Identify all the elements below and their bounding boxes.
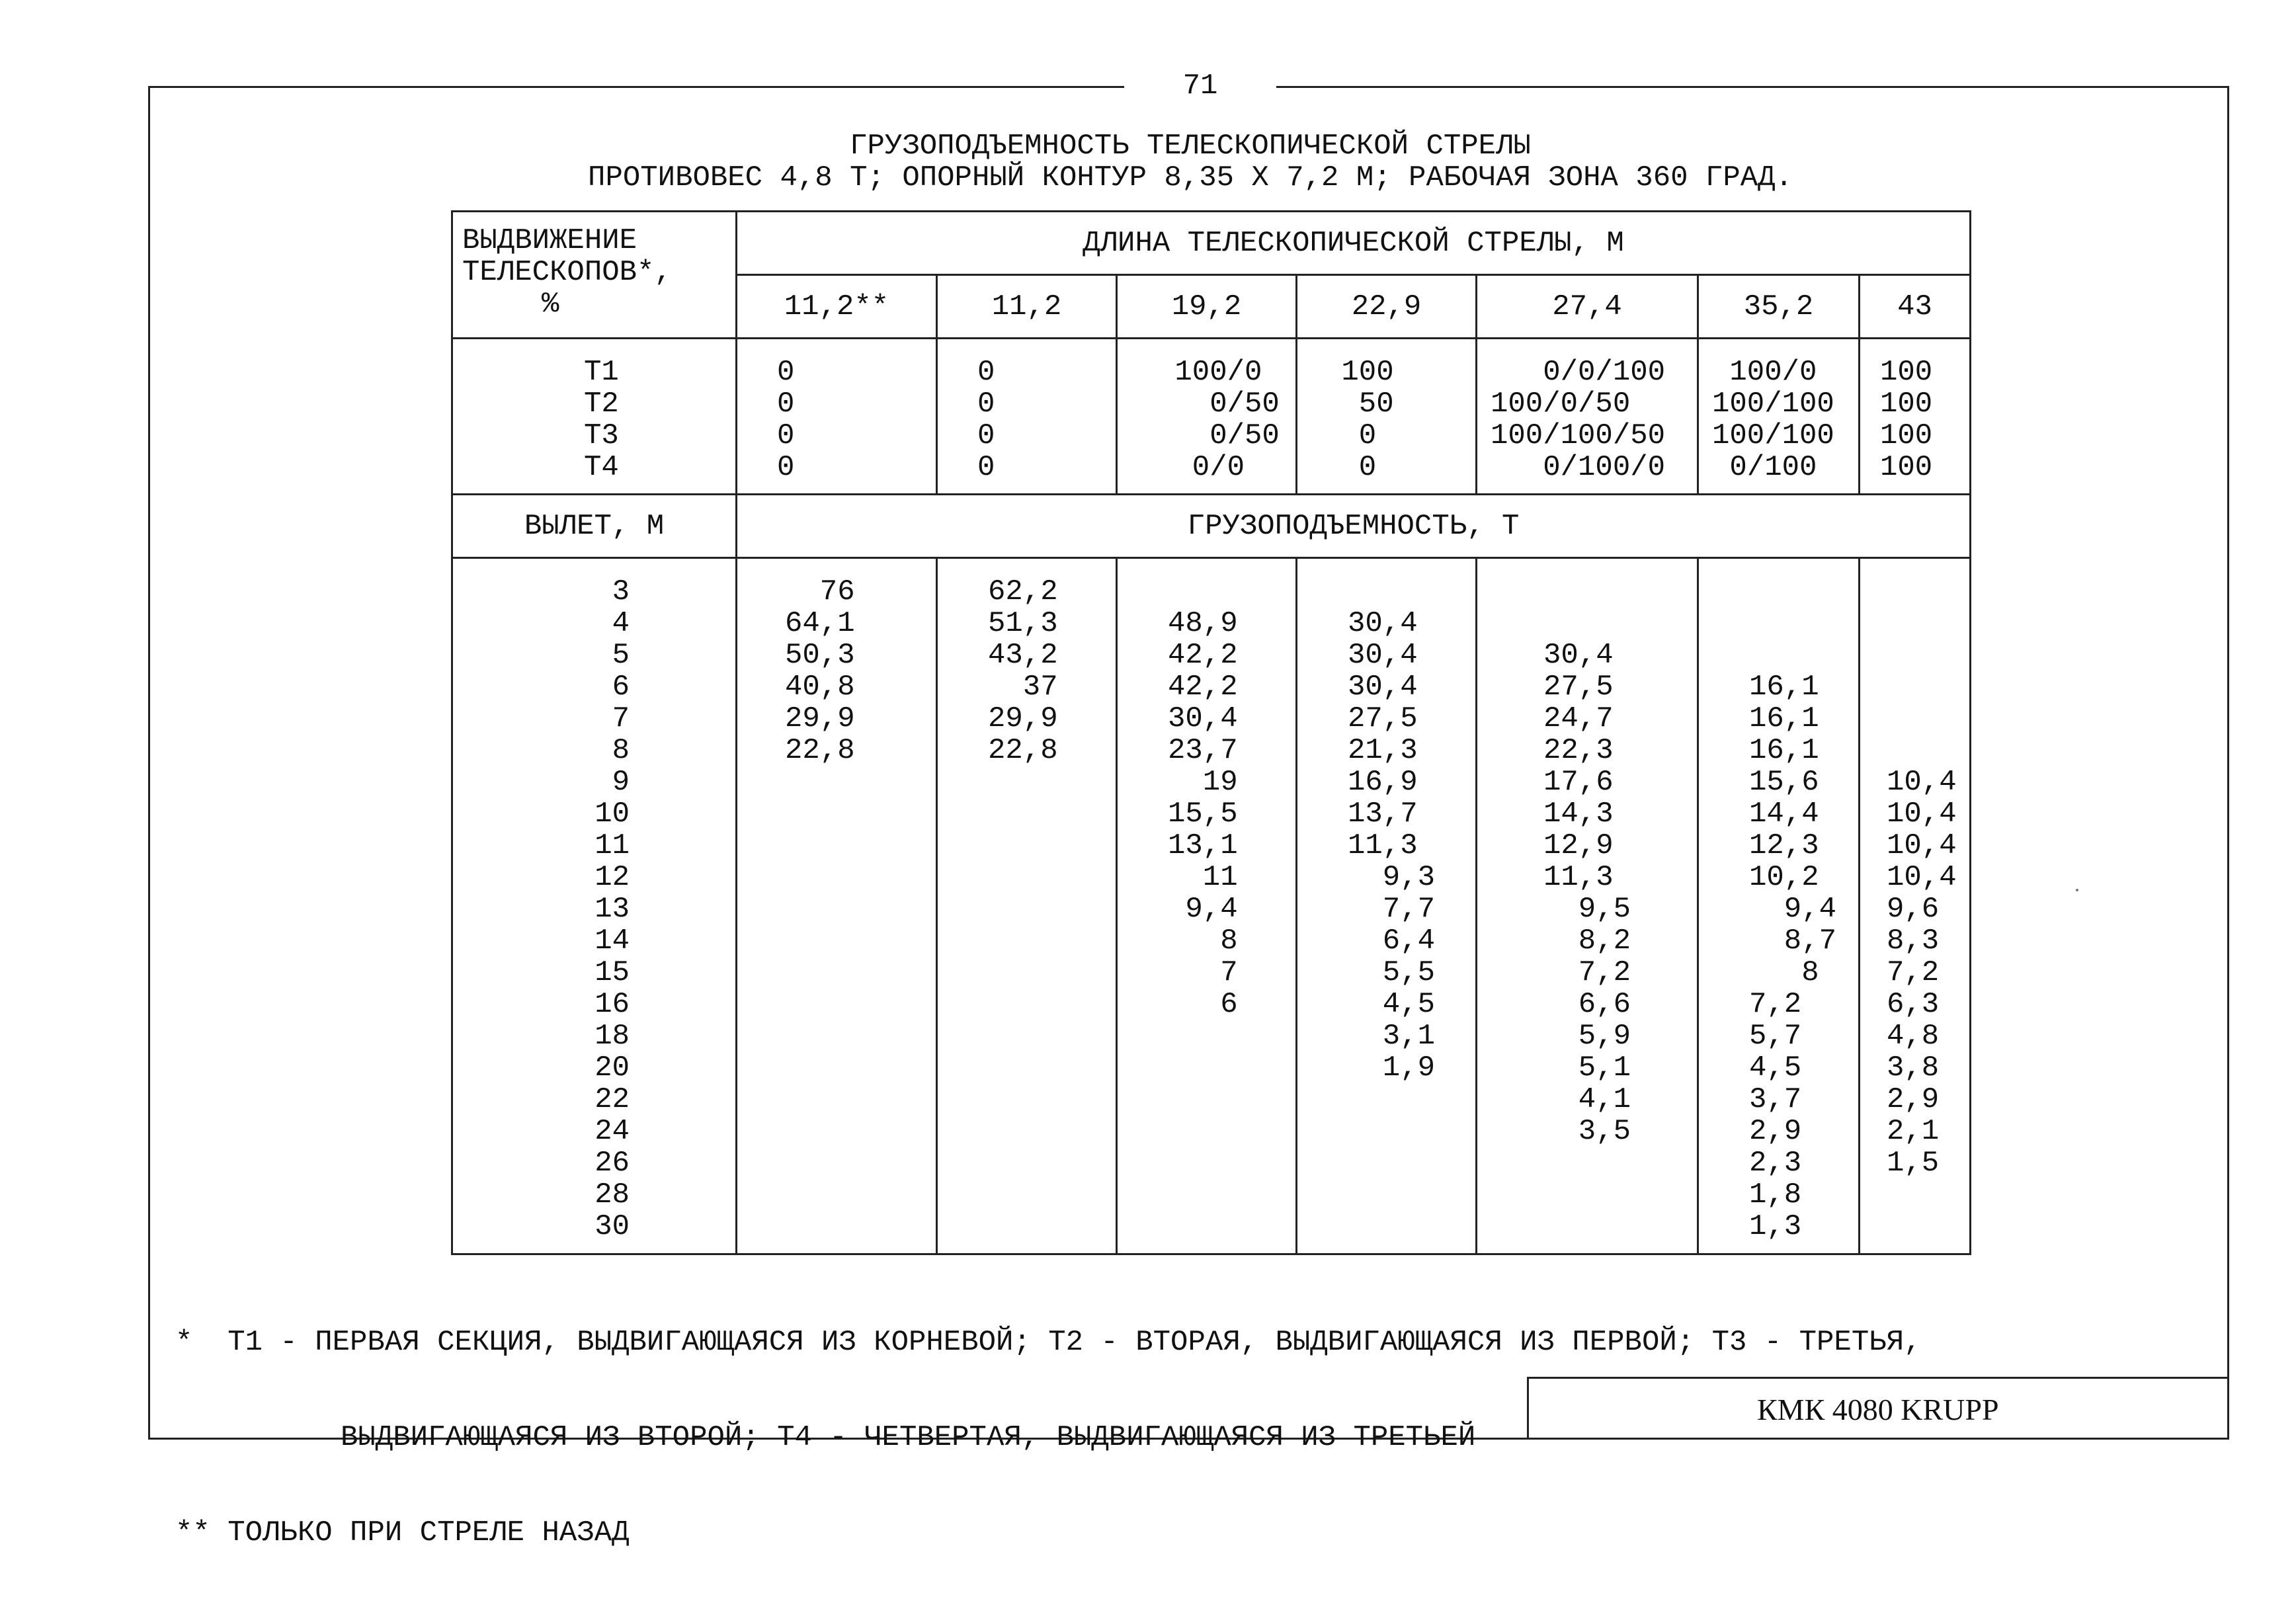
extension-value: 0: [1324, 451, 1377, 484]
capacity-value: 10,2: [1749, 861, 1819, 894]
capacity-value: 50,3: [785, 639, 855, 672]
capacity-value: 11: [1168, 861, 1238, 894]
capacity-value: 19: [1168, 766, 1238, 799]
capacity-value: 16,1: [1749, 671, 1819, 704]
extension-value: 100: [1880, 356, 1933, 389]
capacity-value: 7,7: [1348, 893, 1436, 926]
table-subtitle: ПРОТИВОВЕС 4,8 Т; ОПОРНЫЙ КОНТУР 8,35 Х 7,2 М; РАБОЧАЯ ЗОНА 360 ГРАД.: [588, 161, 1793, 194]
extension-value: 0: [1324, 419, 1377, 452]
capacity-value: 29,9: [988, 702, 1058, 735]
capacity-value: [1749, 639, 1858, 671]
footnote-boom-back: ** ТОЛЬКО ПРИ СТРЕЛЕ НАЗАД: [175, 1516, 630, 1549]
capacity-value: [1348, 576, 1475, 608]
boom-length-header: ДЛИНА ТЕЛЕСКОПИЧЕСКОЙ СТРЕЛЫ, М: [737, 212, 1971, 275]
capacity-value: 24,7: [1543, 702, 1614, 735]
capacity-value: 3,1: [1348, 1020, 1436, 1053]
capacity-value: 4,5: [1348, 988, 1436, 1021]
extension-value: 0: [977, 356, 995, 389]
radius-value: 16: [594, 988, 630, 1021]
capacity-value: 7,2: [1749, 988, 1802, 1021]
radius-value: 9: [612, 766, 630, 799]
radius-value: 20: [594, 1051, 630, 1085]
capacity-col-2: [1117, 558, 1297, 1254]
capacity-col-3: [1297, 558, 1477, 1254]
capacity-col-5: [1698, 558, 1860, 1254]
capacity-value: 17,6: [1543, 766, 1614, 799]
boom-length-3: 22,9: [1297, 275, 1477, 339]
capacity-value: 16,9: [1348, 766, 1418, 799]
extension-col-0: [737, 339, 937, 495]
scan-speck: [2076, 889, 2078, 891]
radius-value: 6: [612, 671, 630, 704]
capacity-value: 48,9: [1168, 607, 1238, 640]
capacity-value: [1749, 608, 1858, 639]
capacity-value: [1887, 703, 1969, 735]
capacity-value: 2,9: [1887, 1083, 1940, 1116]
radius-value: 8: [612, 734, 630, 767]
capacity-value: 27,5: [1348, 702, 1418, 735]
capacity-value: 9,3: [1348, 861, 1436, 894]
table-title: ГРУЗОПОДЪЕМНОСТЬ ТЕЛЕСКОПИЧЕСКОЙ СТРЕЛЫ: [850, 130, 1531, 163]
capacity-value: 3,7: [1749, 1083, 1802, 1116]
extension-col-1: [937, 339, 1117, 495]
extension-value: 100/100: [1712, 419, 1834, 452]
capacity-value: 1,5: [1887, 1147, 1940, 1180]
capacity-value: 8,3: [1887, 924, 1940, 958]
capacity-value: 30,4: [1348, 639, 1418, 672]
capacity-value: 42,2: [1168, 639, 1238, 672]
extension-value: 0/0/100: [1491, 356, 1666, 389]
radius-header: ВЫЛЕТ, М: [452, 495, 737, 558]
extension-value: 100/0/50: [1491, 388, 1631, 421]
capacity-value: 7: [1168, 956, 1238, 989]
boom-length-0: 11,2**: [737, 275, 937, 339]
extension-value: 0: [777, 419, 795, 452]
capacity-value: 1,3: [1749, 1210, 1802, 1243]
boom-length-6: 43: [1860, 275, 1971, 339]
extension-value: 100: [1880, 419, 1933, 452]
capacity-col-6: [1860, 558, 1971, 1254]
radius-values: [452, 558, 737, 1254]
capacity-value: 5,5: [1348, 956, 1436, 989]
radius-value: 24: [594, 1115, 630, 1148]
capacity-value: 12,9: [1543, 829, 1614, 862]
capacity-value: 76: [785, 575, 855, 608]
capacity-value: 30,4: [1348, 607, 1418, 640]
radius-value: 15: [594, 956, 630, 989]
radius-value: 28: [594, 1178, 630, 1211]
extension-value: 0/50: [1157, 419, 1280, 452]
radius-value: 5: [612, 639, 630, 672]
capacity-value: [1749, 576, 1858, 608]
capacity-value: 10,4: [1887, 829, 1957, 862]
capacity-value: 2,9: [1749, 1115, 1802, 1148]
capacity-value: 13,1: [1168, 829, 1238, 862]
capacity-value: 30,4: [1168, 702, 1238, 735]
extension-value: 0/50: [1157, 388, 1280, 421]
capacity-value: 1,8: [1749, 1178, 1802, 1211]
radius-value: 7: [612, 702, 630, 735]
capacity-value: [1887, 735, 1969, 766]
capacity-value: 64,1: [785, 607, 855, 640]
capacity-value: 42,2: [1168, 671, 1238, 704]
capacity-value: 9,6: [1887, 893, 1940, 926]
extension-value: 100/0: [1712, 356, 1817, 389]
telescope-labels: [452, 339, 737, 495]
extension-value: 100: [1324, 356, 1394, 389]
capacity-value: 9,4: [1749, 893, 1837, 926]
extension-col-4: [1477, 339, 1698, 495]
capacity-value: 16,1: [1749, 702, 1819, 735]
capacity-value: 2,3: [1749, 1147, 1802, 1180]
capacity-value: 10,4: [1887, 861, 1957, 894]
extension-col-6: [1860, 339, 1971, 495]
extension-value: 0/100: [1712, 451, 1817, 484]
extension-value: 0: [777, 451, 795, 484]
capacity-value: 8: [1749, 956, 1819, 989]
radius-value: 10: [594, 798, 630, 831]
extension-value: 0: [777, 356, 795, 389]
radius-value: 12: [594, 861, 630, 894]
capacity-value: 6,4: [1348, 924, 1436, 958]
extension-value: 0/100/0: [1491, 451, 1666, 484]
capacity-col-1: [937, 558, 1117, 1254]
capacity-value: 9,4: [1168, 893, 1238, 926]
capacity-value: 6,3: [1887, 988, 1940, 1021]
extension-value: 100/100: [1712, 388, 1834, 421]
capacity-value: 5,1: [1543, 1051, 1631, 1085]
capacity-value: 62,2: [988, 575, 1058, 608]
capacity-value: 30,4: [1543, 639, 1614, 672]
extension-value: 100/100/50: [1491, 419, 1666, 452]
extension-value: 0/0: [1157, 451, 1245, 484]
capacity-value: 29,9: [785, 702, 855, 735]
capacity-value: 13,7: [1348, 798, 1418, 831]
page-number: 71: [1124, 66, 1276, 106]
capacity-value: 9,5: [1543, 893, 1631, 926]
radius-value: 3: [612, 575, 630, 608]
capacity-value: 11,3: [1543, 861, 1614, 894]
capacity-value: 6: [1168, 988, 1238, 1021]
footnote-telescopes: * Т1 - ПЕРВАЯ СЕКЦИЯ, ВЫДВИГАЮЩАЯСЯ ИЗ КОРНЕВОЙ; Т2 - ВТОРАЯ, ВЫДВИГАЮЩАЯСЯ ИЗ ПЕРВОЙ; Т3 - ТРЕТЬЯ,: [175, 1326, 1922, 1359]
capacity-value: [1887, 608, 1969, 639]
radius-value: 18: [594, 1020, 630, 1053]
telescope-label: Т3: [584, 419, 619, 452]
capacity-value: [1887, 576, 1969, 608]
radius-value: 14: [594, 924, 630, 958]
extension-col-5: [1698, 339, 1860, 495]
capacity-value: 11,3: [1348, 829, 1418, 862]
extension-col-3: [1297, 339, 1477, 495]
boom-length-1: 11,2: [937, 275, 1117, 339]
boom-length-2: 19,2: [1117, 275, 1297, 339]
load-capacity-table: [451, 210, 1971, 1255]
boom-length-4: 27,4: [1477, 275, 1698, 339]
radius-value: 30: [594, 1210, 630, 1243]
radius-value: 13: [594, 893, 630, 926]
capacity-value: 5,7: [1749, 1020, 1802, 1053]
capacity-value: 3,8: [1887, 1051, 1940, 1085]
extension-value: 100: [1880, 388, 1933, 421]
capacity-value: 14,3: [1543, 798, 1614, 831]
extension-value: 0: [977, 451, 995, 484]
capacity-value: 4,8: [1887, 1020, 1940, 1053]
capacity-value: 12,3: [1749, 829, 1819, 862]
capacity-value: 2,1: [1887, 1115, 1940, 1148]
capacity-value: 22,3: [1543, 734, 1614, 767]
extension-header: ВЫДВИЖЕНИЕ ТЕЛЕСКОПОВ*, %: [452, 212, 737, 339]
extension-value: 0: [777, 388, 795, 421]
capacity-value: 21,3: [1348, 734, 1418, 767]
capacity-value: 37: [988, 671, 1058, 704]
capacity-value: 8,7: [1749, 924, 1837, 958]
capacity-value: 51,3: [988, 607, 1058, 640]
capacity-value: 23,7: [1168, 734, 1238, 767]
capacity-value: 40,8: [785, 671, 855, 704]
extension-value: 100/0: [1157, 356, 1262, 389]
capacity-col-0: [737, 558, 937, 1254]
capacity-value: 6,6: [1543, 988, 1631, 1021]
capacity-value: [1543, 576, 1697, 608]
capacity-value: 16,1: [1749, 734, 1819, 767]
capacity-value: 8: [1168, 924, 1238, 958]
capacity-value: 3,5: [1543, 1115, 1631, 1148]
capacity-value: 1,9: [1348, 1051, 1436, 1085]
capacity-value: 14,4: [1749, 798, 1819, 831]
capacity-header: ГРУЗОПОДЪЕМНОСТЬ, Т: [737, 495, 1971, 558]
extension-value: 100: [1880, 451, 1933, 484]
extension-value: 50: [1324, 388, 1394, 421]
capacity-value: 4,5: [1749, 1051, 1802, 1085]
telescope-label: Т4: [584, 451, 619, 484]
capacity-value: 10,4: [1887, 798, 1957, 831]
extension-value: 0: [977, 419, 995, 452]
capacity-value: 7,2: [1543, 956, 1631, 989]
extension-col-2: [1117, 339, 1297, 495]
capacity-value: 22,8: [785, 734, 855, 767]
capacity-value: [1543, 608, 1697, 639]
capacity-value: 15,6: [1749, 766, 1819, 799]
document-stamp: КМК 4080 KRUPP: [1527, 1377, 2229, 1440]
radius-value: 11: [594, 829, 630, 862]
extension-value: 0: [977, 388, 995, 421]
capacity-value: [1887, 671, 1969, 703]
capacity-value: 27,5: [1543, 671, 1614, 704]
boom-length-5: 35,2: [1698, 275, 1860, 339]
capacity-value: 43,2: [988, 639, 1058, 672]
capacity-value: 5,9: [1543, 1020, 1631, 1053]
capacity-value: [1168, 576, 1295, 608]
radius-value: 22: [594, 1083, 630, 1116]
telescope-label: Т2: [584, 388, 619, 421]
telescope-label: Т1: [584, 356, 619, 389]
capacity-value: 7,2: [1887, 956, 1940, 989]
capacity-value: 4,1: [1543, 1083, 1631, 1116]
capacity-value: 22,8: [988, 734, 1058, 767]
capacity-value: [1887, 639, 1969, 671]
capacity-value: 30,4: [1348, 671, 1418, 704]
radius-value: 4: [612, 607, 630, 640]
capacity-col-4: [1477, 558, 1698, 1254]
footnote-telescopes-cont: ВЫДВИГАЮЩАЯСЯ ИЗ ВТОРОЙ; Т4 - ЧЕТВЕРТАЯ, ВЫДВИГАЮЩАЯСЯ ИЗ ТРЕТЬЕЙ: [341, 1421, 1476, 1454]
capacity-value: 10,4: [1887, 766, 1957, 799]
capacity-value: 15,5: [1168, 798, 1238, 831]
capacity-value: 8,2: [1543, 924, 1631, 958]
radius-value: 26: [594, 1147, 630, 1180]
